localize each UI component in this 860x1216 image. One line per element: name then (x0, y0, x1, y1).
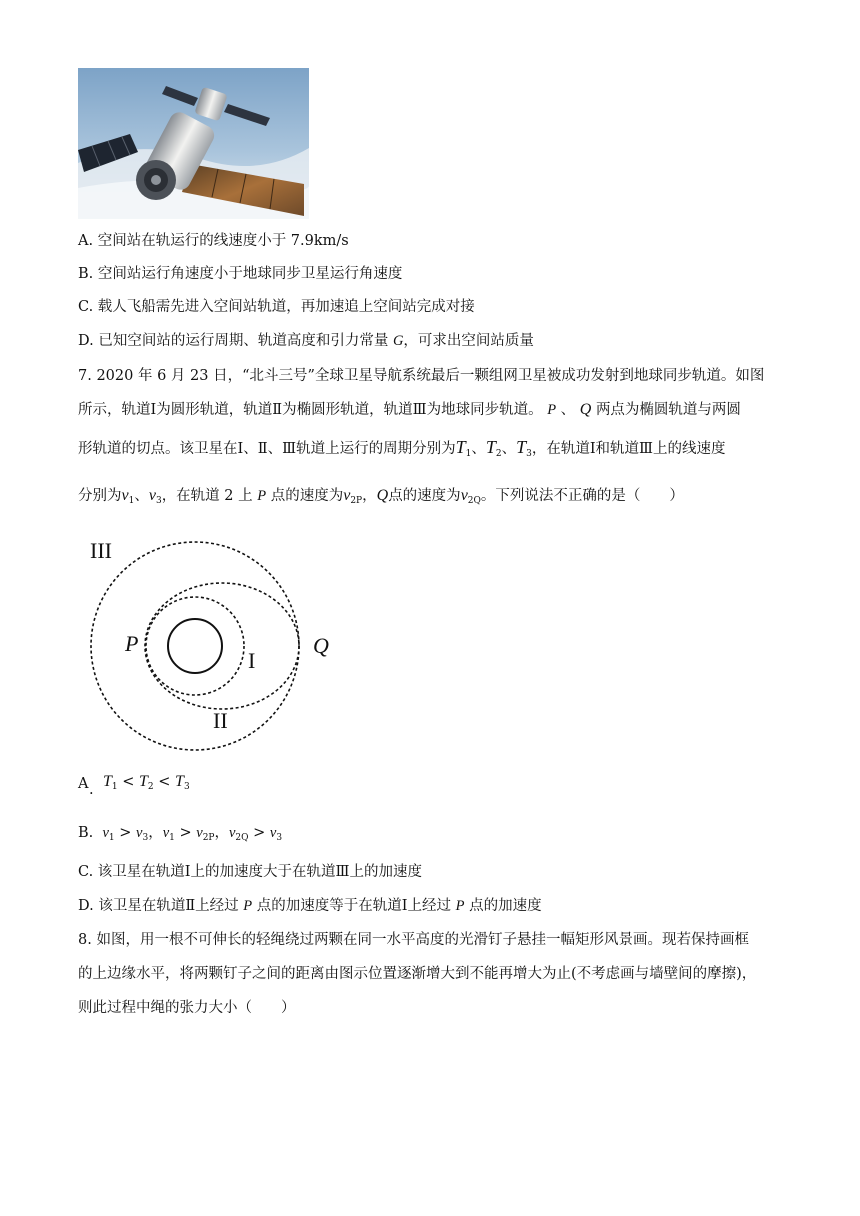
q6-option-c: C. 载人飞船需先进入空间站轨道，再加速追上空间站完成对接 (78, 299, 475, 315)
q7-option-a-letter: A (78, 776, 89, 792)
q7-stem-line-1: 7. 2020 年 6 月 23 日，“北斗三号”全球卫星导航系统最后一颗组网卫星被成功发射到地球同步轨道。如图 (78, 368, 765, 384)
label-point-q: Q (313, 633, 329, 658)
orbit-i (146, 597, 244, 695)
q6-option-b: B. 空间站运行角速度小于地球同步卫星运行角速度 (78, 266, 403, 282)
earth (168, 619, 222, 673)
q7-option-c: C. 该卫星在轨道Ⅰ上的加速度大于在轨道Ⅲ上的加速度 (78, 864, 423, 880)
q7-option-b: B. $v_1 > v_3$，$v_1 > v_{2P}$，$v_{2Q} > v_3$ (78, 825, 283, 843)
q6-option-a: A. 空间站在轨运行的线速度小于 7.9km/s (78, 233, 349, 249)
q7-stem-line-4: 分别为$v_1$、$v_3$，在轨道 2 上 P 点的速度为$v_{2P}$，Q点的速度为$v_{2Q}$。下列说法不正确的是（ ） (78, 487, 684, 506)
q8-stem-line-1: 8. 如图，用一根不可伸长的轻绳绕过两颗在同一水平高度的光滑钉子悬挂一幅矩形风景画。现若保持画框 (78, 932, 749, 948)
q7-option-a-dot: . (89, 782, 94, 798)
label-orbit-i: I (248, 648, 256, 673)
q8-stem-line-3: 则此过程中绳的张力大小（ ） (78, 1000, 296, 1016)
label-orbit-iii: III (90, 538, 112, 563)
q6-option-d: D. 已知空间站的运行周期、轨道高度和引力常量 G，可求出空间站质量 (78, 333, 534, 349)
q8-stem-line-2: 的上边缘水平，将两颗钉子之间的距离由图示位置逐渐增大到不能再增大为止(不考虑画与墙壁间的摩擦)， (78, 966, 757, 982)
orbit-diagram (82, 536, 342, 752)
q7-stem-line-2: 所示，轨道Ⅰ为圆形轨道，轨道Ⅱ为椭圆形轨道，轨道Ⅲ为地球同步轨道。 P 、 Q 两点为椭圆轨道与两圆 (78, 401, 741, 418)
q7-option-a-expression: $T_1 < T_2 < T_3$ (103, 773, 190, 792)
q7-option-d: D. 该卫星在轨道Ⅱ上经过 P 点的加速度等于在轨道Ⅰ上经过 P 点的加速度 (78, 898, 542, 914)
space-station-image (78, 68, 309, 219)
label-point-p: P (125, 631, 139, 656)
q7-stem-line-3: 形轨道的切点。该卫星在Ⅰ、Ⅱ、Ⅲ轨道上运行的周期分别为$T_1$、$T_2$、$T_3$，在轨道Ⅰ和轨道Ⅲ上的线速度 (78, 437, 726, 459)
label-orbit-ii: II (213, 708, 228, 733)
orbit-iii (91, 542, 299, 750)
